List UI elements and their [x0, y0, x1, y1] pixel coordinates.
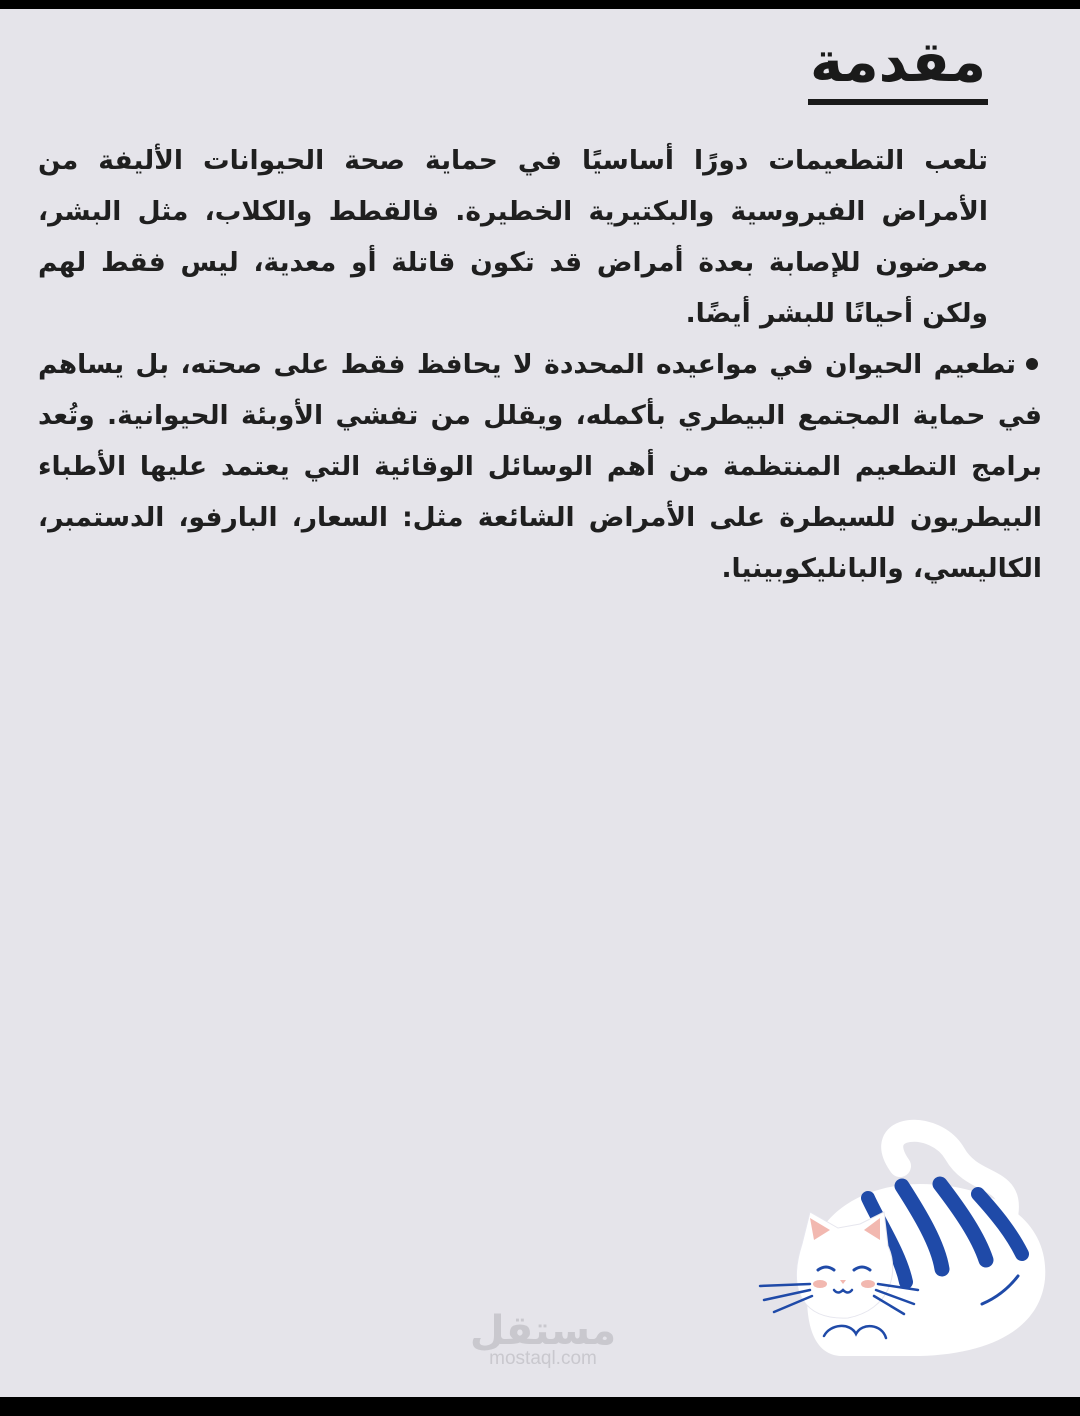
document-page	[0, 9, 1080, 1397]
bullet-text: تطعيم الحيوان في مواعيده المحددة لا يحافظ فقط على صحته، بل يساهم في حماية المجتمع البيطري بأكمله، ويقلل من تفشي الأوبئة الحيوانية. وتُعد برامج التطعيم المنتظمة من أهم الوسائل الوقائية التي يعتمد عليها الأطباء البيطريون للسيطرة على الأمراض الشائعة مثل: السعار، البارفو، الدستمبر، الكاليسي، والبانليكوبينيا.	[38, 349, 1042, 584]
document-body	[38, 135, 1042, 594]
intro-paragraph: تلعب التطعيمات دورًا أساسيًا في حماية صحة الحيوانات الأليفة من الأمراض الفيروسية والبكتيرية الخطيرة. فالقطط والكلاب، مثل البشر، معرضون للإصابة بعدة أمراض قد تكون قاتلة أو معدية، ليس فقط لهم ولكن أحيانًا للبشر أيضًا.	[38, 145, 988, 329]
list-item	[38, 339, 1042, 594]
title-container	[808, 29, 988, 105]
watermark-logo: مستقل	[469, 1308, 617, 1354]
sleeping-cat-icon	[750, 1114, 1060, 1374]
cat-cheek	[813, 1280, 827, 1288]
page-title: مقدمة	[808, 29, 988, 105]
cat-cheek	[861, 1280, 875, 1288]
watermark	[468, 1309, 618, 1369]
watermark-url: mostaql.com	[489, 1348, 597, 1369]
bullet-icon	[1026, 358, 1038, 370]
bullet-list	[38, 339, 1042, 594]
